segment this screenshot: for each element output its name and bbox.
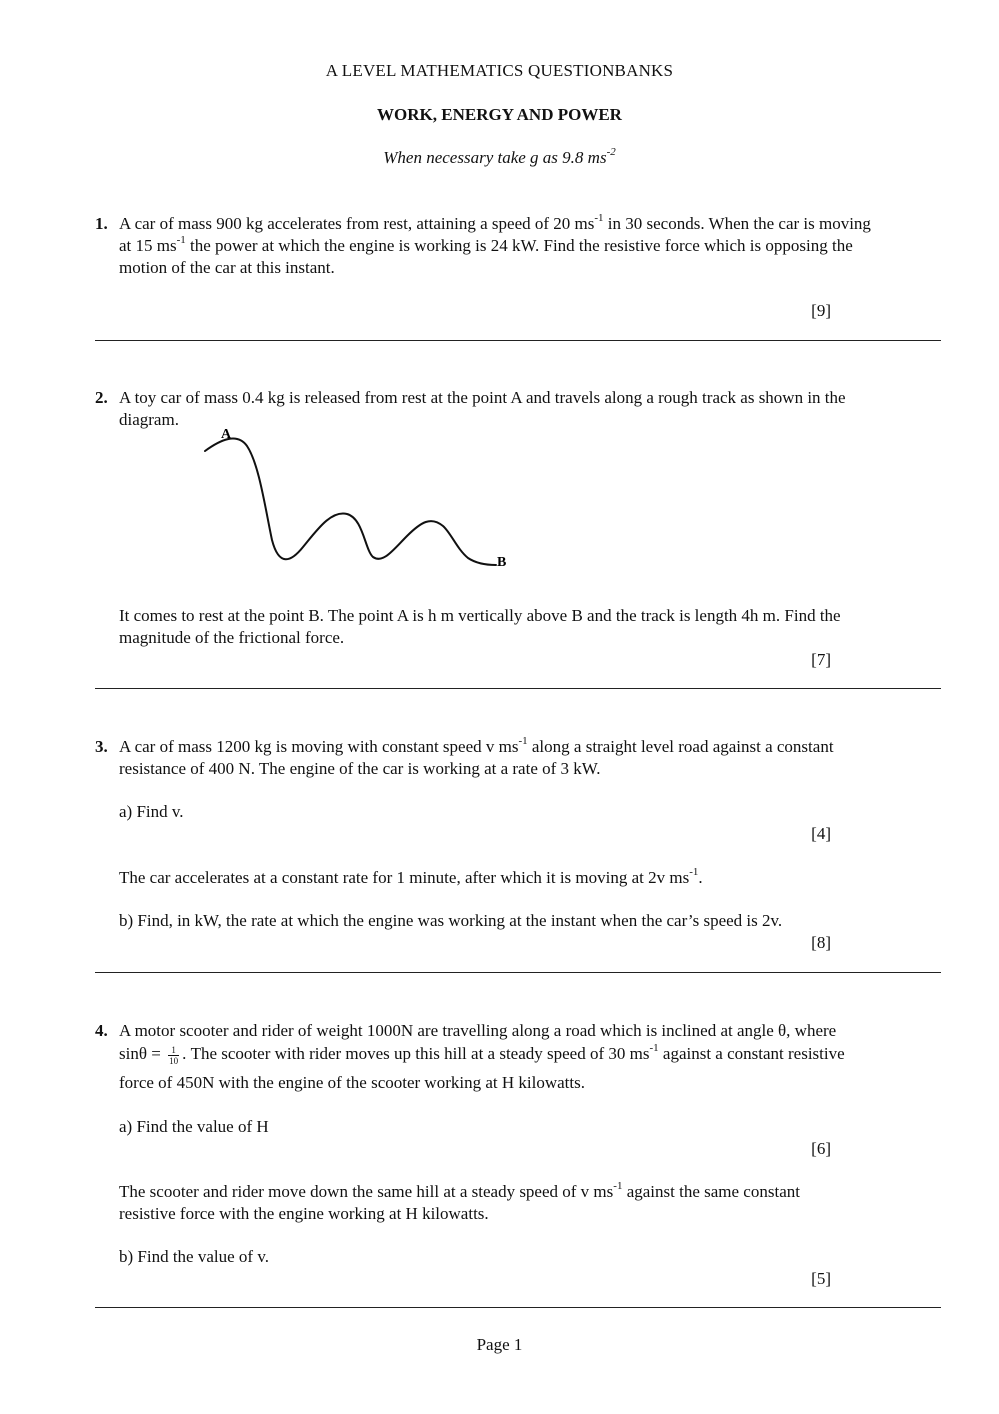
question-3-line-1 (119, 736, 944, 758)
gravity-note (0, 147, 999, 169)
point-a-label: A (221, 427, 232, 442)
question-3-part-b: b) Find, in kW, the rate at which the engine was working at the instant when the car’s speed is 2v. (119, 911, 783, 930)
question-3-part-a: a) Find v. (119, 802, 184, 821)
question-2-line-1: A toy car of mass 0.4 kg is released from rest at the point A and travels along a rough track as shown in the (119, 388, 846, 407)
divider (95, 1307, 941, 1308)
q3-text: A car of mass 1200 kg is moving with constant speed v ms (119, 737, 519, 756)
q1-exponent: -1 (594, 212, 604, 225)
q4-text: . The scooter with rider moves up this hill at a steady speed of 30 ms (182, 1044, 650, 1063)
fraction-one-tenth (168, 1045, 179, 1066)
fraction-numerator: 1 (168, 1045, 179, 1056)
divider (95, 972, 941, 973)
point-b-label: B (497, 555, 507, 570)
question-4-part-b: b) Find the value of v. (119, 1247, 269, 1266)
question-3-line-2: resistance of 400 N. The engine of the car is working at a rate of 3 kW. (119, 759, 601, 778)
question-2-marks: [7] (811, 650, 831, 669)
q4-text: sinθ = (119, 1044, 166, 1063)
question-1-marks: [9] (811, 301, 831, 320)
q1-text: at 15 ms (119, 236, 177, 255)
question-4-line-3: force of 450N with the engine of the scooter working at H kilowatts. (119, 1073, 585, 1092)
q1-text: A car of mass 900 kg accelerates from rest, attaining a speed of 20 ms (119, 214, 595, 233)
q3-text: The car accelerates at a constant rate for 1 minute, after which it is moving at 2v ms (119, 868, 690, 887)
question-2-number: 2. (95, 388, 108, 407)
question-1-line-1 (119, 213, 944, 235)
q4-exponent: -1 (649, 1042, 659, 1055)
q1-text: the power at which the engine is working is 24 kW. Find the resistive force which is opposing the (185, 236, 853, 255)
question-1-line-3: motion of the car at this instant. (119, 258, 335, 277)
question-2-line-4: magnitude of the frictional force. (119, 628, 345, 647)
question-1-line-2 (119, 235, 944, 257)
question-4-part-a: a) Find the value of H (119, 1117, 269, 1136)
question-4-middle-1 (119, 1181, 944, 1203)
question-4-line-1: A motor scooter and rider of weight 1000N are travelling along a road which is inclined at angle θ, where (119, 1021, 837, 1040)
question-4-middle-2: resistive force with the engine working at H kilowatts. (119, 1204, 489, 1223)
question-4-line-2 (119, 1043, 944, 1066)
q3-exponent: -1 (689, 866, 699, 879)
q4-exponent: -1 (613, 1180, 623, 1193)
q1-exponent: -1 (176, 234, 186, 247)
question-4-marks-a: [6] (811, 1139, 831, 1158)
question-3-number: 3. (95, 737, 108, 756)
q4-text: The scooter and rider move down the same hill at a steady speed of v ms (119, 1182, 614, 1201)
series-title: A LEVEL MATHEMATICS QUESTIONBANKS (325, 61, 674, 80)
question-3-marks-b: [8] (811, 933, 831, 952)
track-diagram (195, 422, 525, 582)
question-2-line-3: It comes to rest at the point B. The point A is h m vertically above B and the track is length 4h m. Find the (119, 606, 841, 625)
fraction-denominator: 10 (169, 1056, 179, 1066)
question-3-marks-a: [4] (811, 824, 831, 843)
gravity-note-text: When necessary take g as 9.8 ms (383, 148, 607, 167)
question-4-marks-b: [5] (811, 1269, 831, 1288)
q1-text: in 30 seconds. When the car is moving (603, 214, 871, 233)
question-2-line-2: diagram. (119, 410, 179, 429)
q3-text: . (698, 868, 703, 887)
q4-text: against the same constant (622, 1182, 800, 1201)
page-number: Page 1 (476, 1335, 523, 1354)
question-1-number: 1. (95, 214, 108, 233)
topic-title: WORK, ENERGY AND POWER (377, 105, 622, 124)
question-3-middle (119, 867, 944, 889)
gravity-note-exponent: -2 (606, 146, 616, 159)
rough-track-curve (205, 439, 496, 565)
divider (95, 340, 941, 341)
q4-text: against a constant resistive (658, 1044, 845, 1063)
q3-text: along a straight level road against a constant (527, 737, 834, 756)
question-4-number: 4. (95, 1021, 108, 1040)
divider (95, 688, 941, 689)
q3-exponent: -1 (518, 735, 528, 748)
